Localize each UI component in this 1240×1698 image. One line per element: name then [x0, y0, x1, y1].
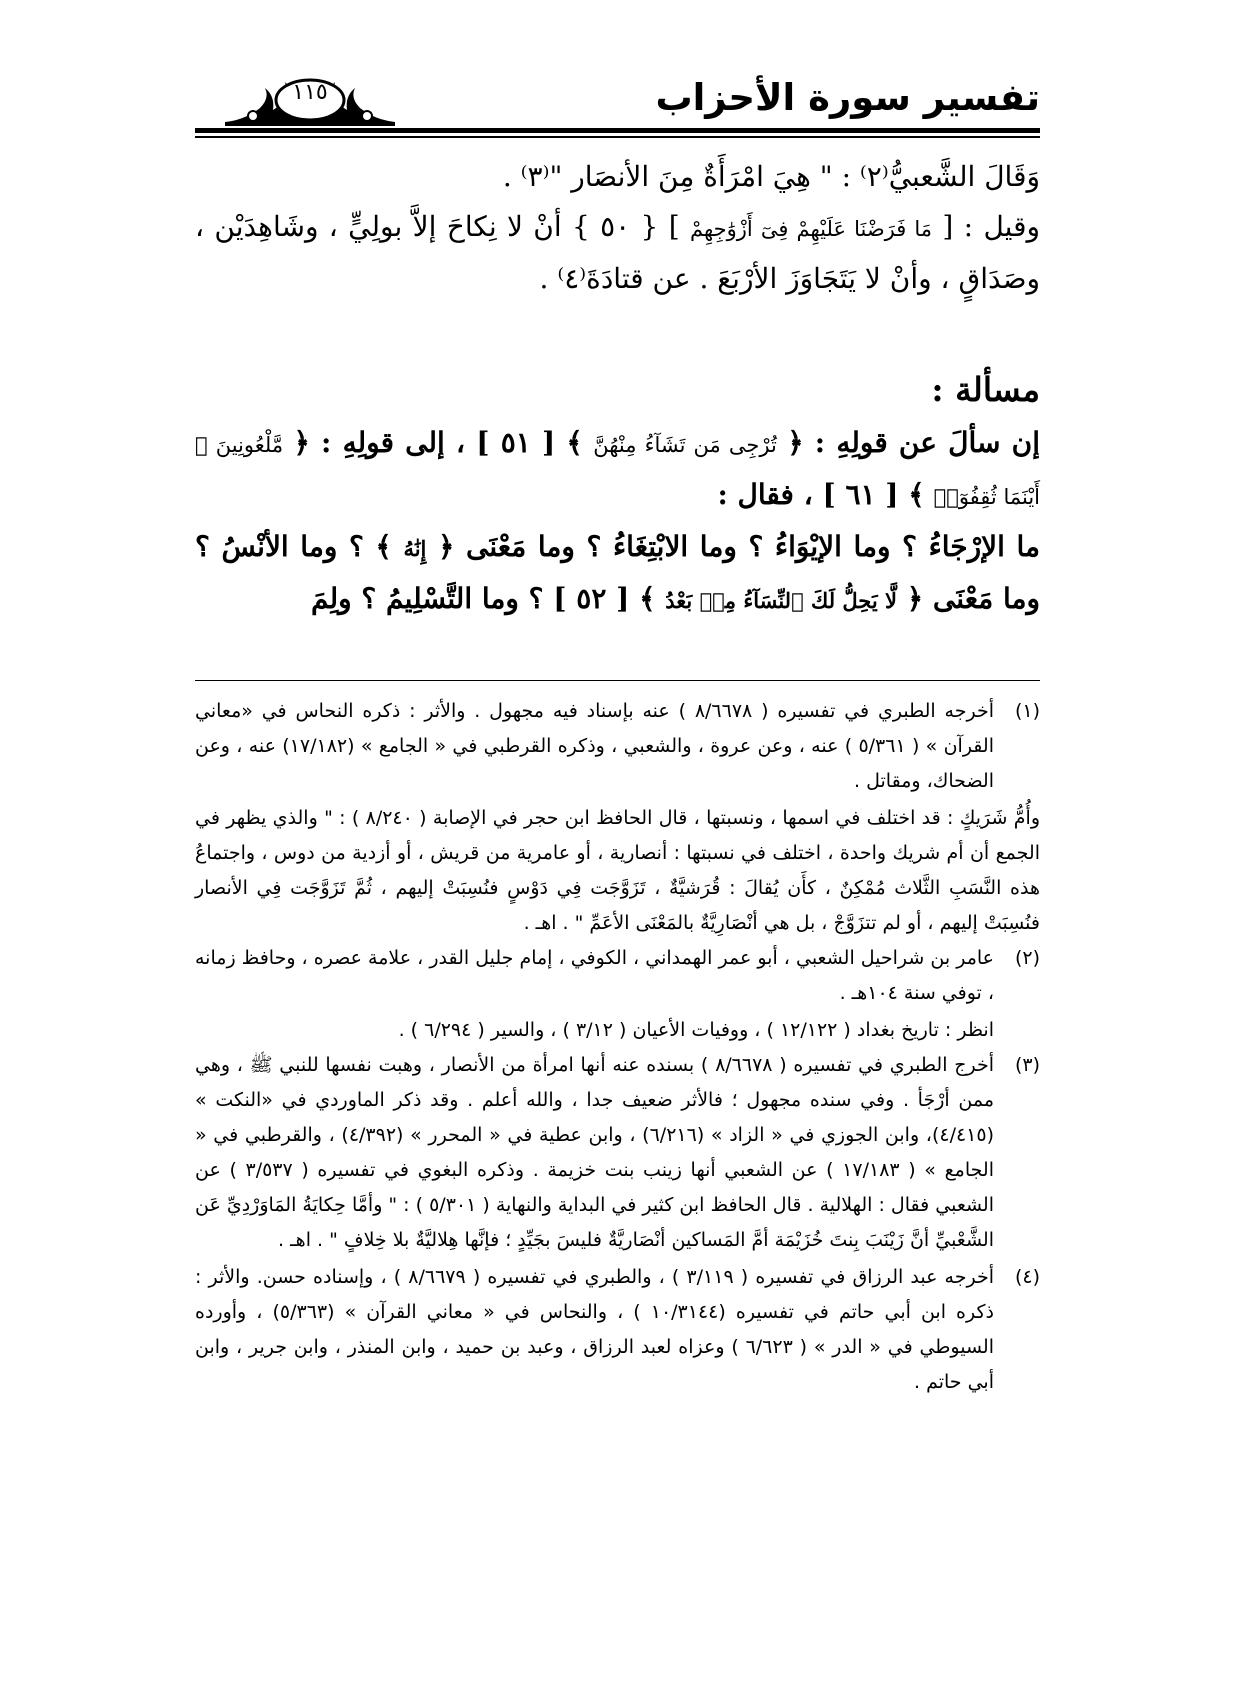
- question-paragraph: [195, 418, 1040, 522]
- main-text: [195, 152, 1040, 626]
- footnote-text: أخرجه الطبري في تفسيره ( ٨/٦٦٧٨ ) عنه بإسناد فيه مجهول . والأثر : ذكره النحاس في «معاني القرآن » ( ٥/٣٦١ ) عنه ، وعن عروة ، والشعبي ، وذكره القرطبي في « الجامع » (١٧/١٨٢) عنه ، وعن الضحاك، ومقاتل .: [195, 700, 994, 792]
- page-number: ١١٥: [292, 80, 328, 105]
- question-e: ﴾ [ ٦١ ] ، فقال :: [717, 478, 925, 511]
- header-rule-thick: [195, 128, 1040, 133]
- para2-start: وقيل : [: [942, 210, 1041, 243]
- questions-list: [195, 522, 1040, 626]
- quran-quote: إِنَٰهُ: [403, 536, 427, 561]
- footnote-4: [195, 1260, 1040, 1400]
- footnote-number: (٣): [1014, 1054, 1040, 1076]
- footnote-1-continuation: وأُمُّ شَرَيكٍ : قد اختلف في اسمها ، ونسبتها ، قال الحافظ ابن حجر في الإصابة ( ٨/٢٤٠ ) : " والذي يظهر في الجمع أن أم شريك واحدة ، اختلف في نسبتها : أنصارية ، أو عامرية من قريش ، أو أزدية من دوس ، واجتماعُ هذه النَّسَبِ الثَّلاث مُمْكِنٌ ، كأَن يُقالَ : قُرَشيَّةٌ ، تَزَوَّجَت فِي دَوْسٍ فنُسِبَتْ إليهم ، ثُمَّ تَزَوَّجَت فِي الأنصار فنُسِبَتْ إليهم ، أو لم تتزَوَّجْ ، بل هي أنْصَارِيَّةٌ بالمَعْنَى الأعَمِّ " . اهـ .: [195, 807, 1041, 934]
- list-c: ﴾ ؟ وما الأنْسُ ؟ وما مَعْنَى ﴿: [195, 530, 1040, 615]
- footnote-text: أخرجه عبد الرزاق في تفسيره ( ٣/١١٩ ) ، والطبري في تفسيره ( ٨/٦٦٧٩ ) ، وإسناده حسن. والأثر : ذكره ابن أبي حاتم في تفسيره (١٠/٣١٤٤ ) ، والنحاس في « معاني القرآن » (٥/٣٦٣) ، وأورده السيوطي في « الدر » ( ٦/٦٢٣ ) وعزاه لعبد الرزاق ، وعبد بن حميد ، وابن المنذر ، وابن جرير ، وابن أبي حاتم .: [195, 1266, 995, 1393]
- quran-quote: لَّا يَحِلُّ لَكَ ٱلنِّسَآءُ مِنۢ بَعْدُ: [665, 588, 897, 613]
- footnote-1: [195, 694, 1040, 799]
- list-a: ما الإرْجَاءُ ؟ وما الإيْوَاءُ ؟ وما الابْتِغَاءُ ؟ وما مَعْنَى ﴿: [438, 530, 1040, 563]
- question-a: إن سألَ عن قولِهِ : ﴿: [787, 426, 1041, 459]
- para2-end: ] { ٥٠ } أنْ لا نِكاحَ إلاَّ بولِيٍّ ، وشَاهِدَيْن ، وصَدَاقٍ ، وأنْ لا يَتَجَاوَزَ الأرْبَعَ . عن قتادَةَ⁽٤⁾ .: [195, 210, 1040, 295]
- paragraph-shabi: وَقَالَ الشَّعبيُّ⁽٢⁾ : " هِيَ امْرَأَةٌ مِنَ الأنصَار "⁽٣⁾ .: [502, 160, 1040, 193]
- header-rule-thin: [195, 136, 1040, 138]
- paragraph-qatada: [195, 202, 1040, 304]
- footnote-number: (٢): [1014, 947, 1040, 969]
- quran-quote: تُرْجِى مَن تَشَآءُ مِنْهُنَّ: [593, 433, 777, 457]
- list-e: ﴾ [ ٥٢ ] ؟ وما التَّسْلِيمُ ؟ ولِمَ: [310, 582, 656, 615]
- footnote-2: [195, 941, 1040, 1011]
- page-header: [195, 58, 1040, 148]
- footnote-text: عامر بن شراحيل الشعبي ، أبو عمر الهمداني ، الكوفي ، إمام جليل القدر ، علامة عصره ، وحافظ زمانه ، توفي سنة ١٠٤هـ .: [195, 947, 994, 1004]
- quran-quote: مَّلْعُونِينَ ۖ أَيْنَمَا ثُقِفُوٓا۟: [195, 433, 1040, 509]
- section-heading: مسألة :: [931, 370, 1040, 409]
- footnote-text: أخرج الطبري في تفسيره ( ٨/٦٦٧٨ ) بسنده عنه أنها امرأة من الأنصار ، وهبت نفسها للنبي ﷺ ، وهي ممن أرْجَأ . وفي سنده مجهول ؛ فالأثر ضعيف جدا ، والله أعلم . وقد ذكر الماوردي في «النكت » (٤/٤١٥)، وابن الجوزي في « الزاد » (٦/٢١٦) ، وابن عطية في « المحرر » (٤/٣٩٢) ، والقرطبي في « الجامع » ( ١٧/١٨٣ ) عن الشعبي أنها زينب بنت خزيمة . وذكره البغوي في تفسيره ( ٣/٥٣٧ ) عن الشعبي فقال : الهلالية . قال الحافظ ابن كثير في البداية والنهاية ( ٥/٣٠١ ) : " وأمَّا حِكايَةُ المَاوَرْدِيِّ عَن الشَّعْبيِّ أنَّ زَيْنَبَ بِنتَ خُزَيْمَة أمَّ المَساكين أنْصَاريَّةٌ فليسَ بجَيِّدٍ ؛ فإنَّها هِلاليَّةٌ بلا خِلافٍ " . اهـ .: [195, 1054, 995, 1251]
- footnote-3: [195, 1048, 1040, 1258]
- footnote-rule: [195, 680, 1040, 681]
- footnote-number: (٤): [1014, 1266, 1040, 1288]
- footnote-2-references: انظر : تاريخ بغداد ( ١٢/١٢٢ ) ، ووفيات الأعيان ( ٣/١٢ ) ، والسير ( ٦/٢٩٤ ) .: [398, 1019, 994, 1041]
- question-c: ﴾ [ ٥١ ] ، إلى قولِهِ : ﴿: [293, 426, 583, 459]
- footnotes: [195, 694, 1040, 1402]
- footnote-number: (١): [1014, 700, 1040, 722]
- surah-title: تفسير سورة الأحزاب: [655, 76, 1040, 119]
- quran-quote: مَا فَرَضْنَا عَلَيْهِمْ فِىٓ أَزْوَٰجِهِمْ: [689, 217, 933, 241]
